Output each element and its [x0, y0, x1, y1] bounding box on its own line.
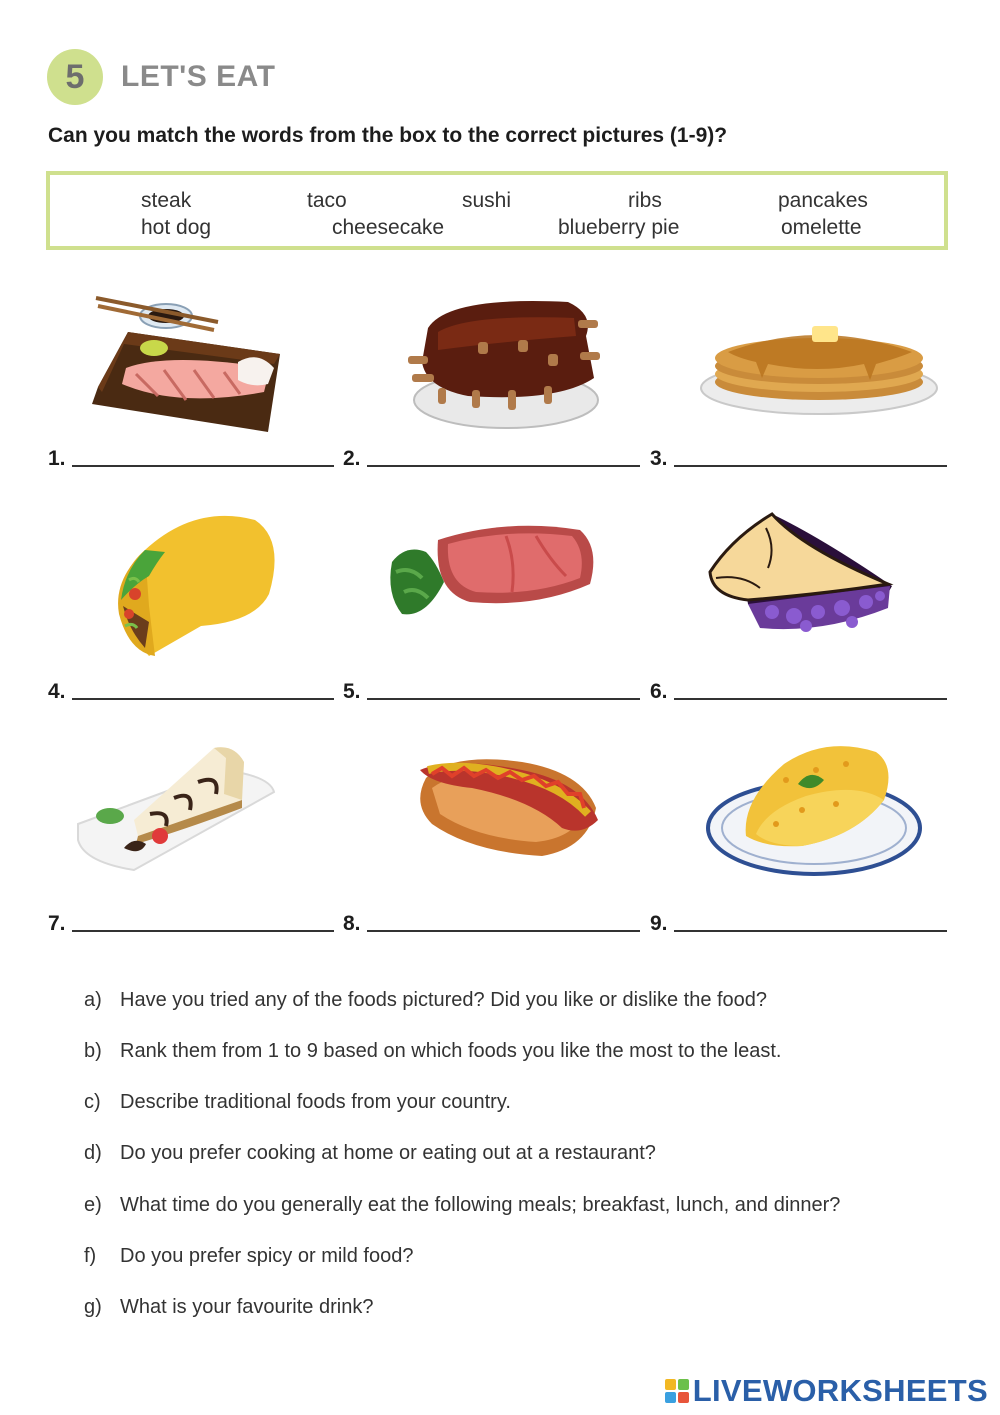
question-letter: a)	[84, 989, 102, 1011]
question-letter: d)	[84, 1142, 102, 1164]
answer-number: 7.	[48, 912, 66, 935]
question-a	[84, 989, 767, 1012]
question-d	[84, 1142, 656, 1165]
section-number-badge: 5	[47, 49, 103, 105]
word-box	[46, 171, 948, 250]
answer-line[interactable]	[72, 930, 334, 932]
answer-line[interactable]	[367, 465, 640, 467]
question-text: What is your favourite drink?	[120, 1296, 374, 1318]
logo-tile	[678, 1379, 689, 1390]
blueberry-pie-icon	[702, 508, 894, 640]
question-c	[84, 1091, 511, 1114]
question-f	[84, 1245, 413, 1268]
answer-line[interactable]	[72, 465, 334, 467]
word-taco: taco	[307, 189, 347, 212]
answer-line[interactable]	[674, 698, 947, 700]
instructions: Can you match the words from the box to the correct pictures (1-9)?	[48, 124, 728, 147]
ribs-icon	[408, 292, 603, 432]
word-steak: steak	[141, 189, 192, 212]
word-cheesecake: cheesecake	[332, 216, 445, 239]
question-text: Describe traditional foods from your country.	[120, 1091, 511, 1113]
word-blueberry-pie: blueberry pie	[558, 216, 680, 239]
answer-6	[650, 680, 947, 704]
logo-tile	[665, 1392, 676, 1403]
answer-line[interactable]	[674, 465, 947, 467]
question-letter: e)	[84, 1194, 102, 1216]
word-pancakes: pancakes	[778, 189, 868, 212]
answer-number: 9.	[650, 912, 668, 935]
answer-number: 4.	[48, 680, 66, 703]
answer-9	[650, 912, 947, 936]
logo-tile	[665, 1379, 676, 1390]
answer-line[interactable]	[367, 930, 640, 932]
answer-line[interactable]	[72, 698, 334, 700]
answer-number: 5.	[343, 680, 361, 703]
answer-4	[48, 680, 334, 704]
question-text: What time do you generally eat the following meals; breakfast, lunch, and dinner?	[120, 1194, 841, 1216]
cheesecake-icon	[74, 740, 278, 886]
steak-icon	[386, 522, 598, 622]
answer-number: 8.	[343, 912, 361, 935]
omelette-icon	[706, 740, 924, 878]
question-g	[84, 1296, 373, 1319]
question-letter: c)	[84, 1091, 101, 1113]
word-hot-dog: hot dog	[141, 216, 212, 239]
answer-2	[343, 447, 640, 471]
word-ribs: ribs	[628, 189, 662, 212]
question-letter: g)	[84, 1296, 102, 1318]
sushi-icon	[88, 292, 283, 432]
answer-1	[48, 447, 334, 471]
question-letter: b)	[84, 1040, 102, 1062]
question-b	[84, 1040, 781, 1063]
section-title: LET'S EAT	[121, 60, 276, 93]
answer-7	[48, 912, 334, 936]
logo-text: LIVEWORKSHEETS	[692, 1373, 988, 1408]
liveworksheets-logo	[665, 1373, 988, 1409]
hot-dog-icon	[412, 748, 602, 860]
question-e	[84, 1194, 840, 1217]
answer-5	[343, 680, 640, 704]
answer-number: 6.	[650, 680, 668, 703]
word-omelette: omelette	[781, 216, 862, 239]
logo-tiles-icon	[665, 1379, 689, 1403]
question-text: Have you tried any of the foods pictured? Did you like or dislike the food?	[120, 989, 768, 1011]
taco-icon	[105, 510, 277, 658]
answer-number: 1.	[48, 447, 66, 470]
answer-line[interactable]	[367, 698, 640, 700]
answer-8	[343, 912, 640, 936]
answer-line[interactable]	[674, 930, 947, 932]
answer-number: 2.	[343, 447, 361, 470]
logo-tile	[678, 1392, 689, 1403]
question-text: Do you prefer spicy or mild food?	[120, 1245, 414, 1267]
answer-3	[650, 447, 947, 471]
question-letter: f)	[84, 1245, 97, 1267]
word-sushi: sushi	[462, 189, 512, 212]
pancakes-icon	[698, 318, 941, 418]
question-text: Rank them from 1 to 9 based on which foods you like the most to the least.	[120, 1040, 782, 1062]
question-text: Do you prefer cooking at home or eating out at a restaurant?	[120, 1142, 656, 1164]
answer-number: 3.	[650, 447, 668, 470]
